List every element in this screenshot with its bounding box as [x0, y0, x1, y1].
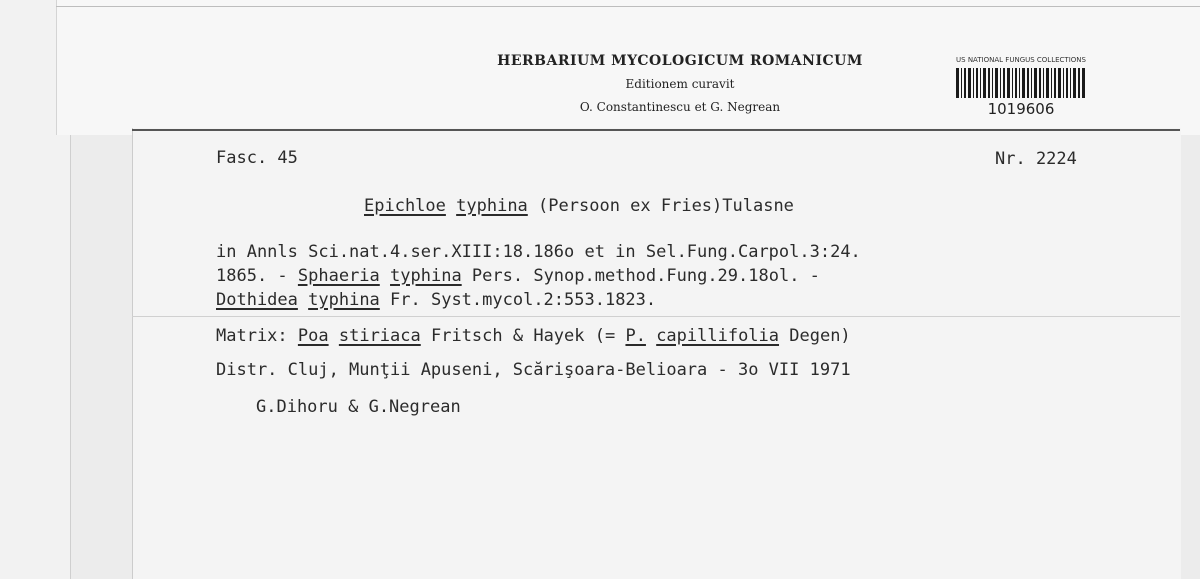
herbarium-title: HERBARIUM MYCOLOGICUM ROMANICUM	[497, 53, 863, 69]
editor-caption: Editionem curavit	[625, 77, 735, 91]
editors: O. Constantinescu et G. Negrean	[579, 100, 781, 114]
synonym-2-reference: Fr. Syst.mycol.2:553.1823.	[379, 290, 657, 310]
host-epithet: stiriaca	[338, 326, 421, 346]
host-genus: Poa	[297, 326, 329, 346]
citation-line-2	[216, 265, 820, 287]
barcode-number: 1019606	[987, 100, 1055, 118]
species-authority: (Persoon ex Fries)Tulasne	[538, 196, 794, 216]
exsiccata-number: Nr. 2224	[995, 149, 1077, 169]
citation-line-1: in Annls Sci.nat.4.ser.XIII:18.186o et in Sel.Fung.Carpol.3:24.	[216, 242, 861, 262]
host-synonym-genus: P.	[625, 326, 646, 346]
synonym-2-genus: Dothidea	[216, 290, 298, 310]
species-genus: Epichloe	[364, 196, 446, 216]
host-authority: Fritsch & Hayek (=	[420, 326, 626, 346]
distribution: Distr. Cluj, Munţii Apuseni, Scărişoara-Belioara - 3o VII 1971	[216, 360, 851, 380]
label-divider	[132, 129, 1180, 131]
species-epithet: typhina	[456, 196, 528, 216]
citation-year: 1865. -	[216, 266, 298, 286]
synonym-1-genus: Sphaeria	[297, 266, 380, 286]
synonym-2-epithet: typhina	[308, 290, 380, 310]
matrix-label: Matrix:	[216, 326, 298, 346]
host-synonym-authority: Degen)	[779, 326, 851, 346]
barcode-icon	[956, 68, 1086, 98]
matrix-line	[216, 325, 851, 347]
collectors: G.Dihoru & G.Negrean	[256, 397, 461, 417]
top-rule	[56, 6, 1200, 7]
synonym-1-reference: Pers. Synop.method.Fung.29.18ol. -	[461, 266, 820, 286]
synonym-1-epithet: typhina	[390, 266, 462, 286]
barcode-label	[950, 56, 1092, 126]
species-name	[364, 195, 794, 217]
barcode-caption: US NATIONAL FUNGUS COLLECTIONS	[956, 56, 1086, 64]
host-synonym-epithet: capillifolia	[656, 326, 780, 346]
fold-line	[132, 316, 1180, 317]
fascicle-number: Fasc. 45	[216, 148, 298, 168]
citation-line-3	[216, 289, 656, 311]
